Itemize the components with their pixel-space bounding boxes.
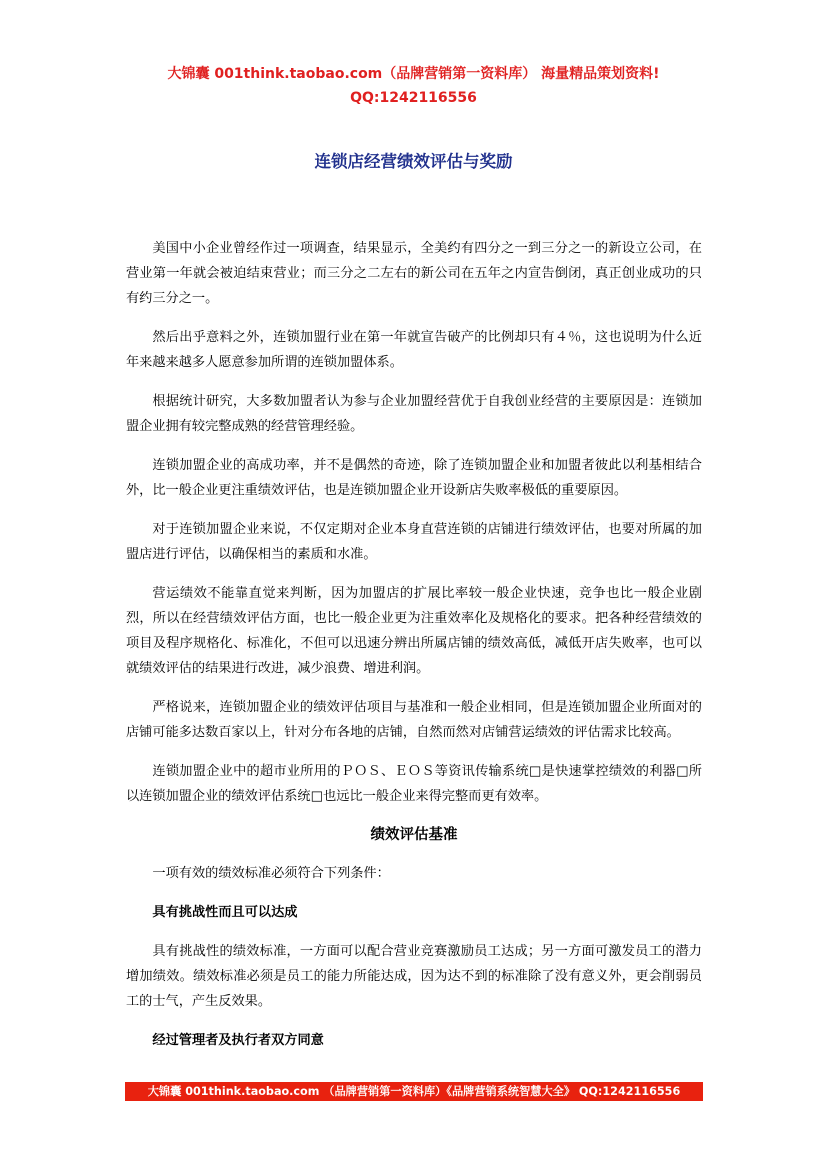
criterion-paragraph: 具有挑战性的绩效标准，一方面可以配合营业竞赛激励员工达成；另一方面可激发员工的潜力增加绩效。绩效标准必须是员工的能力所能达成，因为达不到的标准除了没有意义外，更会削弱员工的士气，产生反效果。 [126, 944, 702, 1009]
paragraph: 营运绩效不能靠直觉来判断，因为加盟店的扩展比率较一般企业快速，竞争也比一般企业剧烈，所以在经营绩效评估方面，也比一般企业更为注重效率化及规格化的要求。把各种经营绩效的项目及程序规格化、标准化，不但可以迅速分辨出所属店铺的绩效高低，减低开店失败率，也可以就绩效评估的结果进行改进，减少浪费、增进利润。 [126, 586, 702, 676]
paragraph: 根据统计研究，大多数加盟者认为参与企业加盟经营优于自我创业经营的主要原因是：连锁加盟企业拥有较完整成熟的经营管理经验。 [126, 394, 702, 434]
paragraph: 严格说来，连锁加盟企业的绩效评估项目与基准和一般企业相同，但是连锁加盟企业所面对的店铺可能多达数百家以上，针对分布各地的店铺，自然而然对店铺营运绩效的评估需求比较高。 [126, 700, 702, 740]
promo-header [0, 62, 827, 110]
document-body [126, 236, 702, 1067]
criterion-heading: 经过管理者及执行者双方同意 [152, 1033, 324, 1048]
paragraph: 连锁加盟企业中的超市业所用的ＰＯＳ、ＥＯＳ等资讯传输系统□是快速掌控绩效的利器□所以连锁加盟企业的绩效评估系统□也远比一般企业来得完整而更有效率。 [126, 764, 702, 804]
paragraph: 连锁加盟企业的高成功率，并不是偶然的奇迹，除了连锁加盟企业和加盟者彼此以利基相结合外，比一般企业更注重绩效评估，也是连锁加盟企业开设新店失败率极低的重要原因。 [126, 458, 702, 498]
intro-paragraph: 一项有效的绩效标准必须符合下列条件： [152, 866, 390, 881]
promo-header-qq: QQ:1242116556 [350, 90, 477, 106]
page-title: 连锁店经营绩效评估与奖励 [314, 152, 513, 171]
promo-header-line1: 大锦囊 001think.taobao.com（品牌营销第一资料库） 海量精品策划资料! [167, 66, 660, 82]
paragraph: 然后出乎意料之外，连锁加盟行业在第一年就宣告破产的比例却只有４％，这也说明为什么近年来越来越多人愿意参加所谓的连锁加盟体系。 [126, 330, 702, 370]
paragraph: 对于连锁加盟企业来说，不仅定期对企业本身直营连锁的店铺进行绩效评估，也要对所属的加盟店进行评估，以确保相当的素质和水准。 [126, 522, 702, 562]
paragraph: 美国中小企业曾经作过一项调查，结果显示，全美约有四分之一到三分之一的新设立公司，在营业第一年就会被迫结束营业；而三分之二左右的新公司在五年之内宣告倒闭，真正创业成功的只有约三分之一。 [126, 241, 702, 306]
promo-footer-banner: 大锦囊 001think.taobao.com （品牌营销第一资料库）《品牌营销系统智慧大全》 QQ:1242116556 [125, 1082, 703, 1101]
criterion-heading: 具有挑战性而且可以达成 [152, 905, 298, 920]
section-heading: 绩效评估基准 [370, 827, 458, 843]
